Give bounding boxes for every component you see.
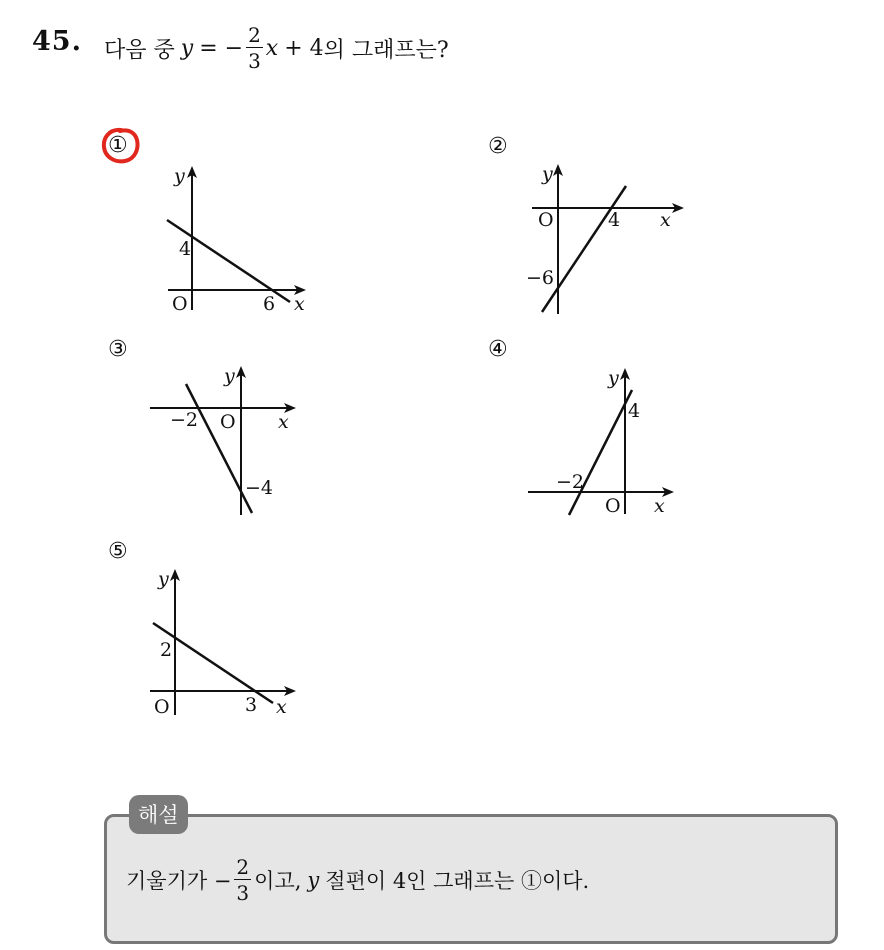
explanation-fraction-numerator: 2	[236, 855, 250, 879]
question-prefix: 다음 중	[104, 37, 175, 63]
option-5-y-intercept: 2	[160, 639, 173, 661]
question-text	[104, 18, 449, 78]
option-1-y-axis-label: y	[174, 165, 185, 187]
option-5-x-axis-label: x	[276, 696, 287, 718]
option-2-origin: O	[538, 209, 554, 231]
explanation-part1: 기울기가 −	[126, 869, 232, 893]
equation-equals: = −	[199, 35, 244, 61]
option-4-label[interactable]: ④	[488, 337, 508, 362]
option-2-y-intercept: −6	[526, 267, 555, 289]
option-5-y-axis-label: y	[158, 568, 169, 590]
option-3-x-axis-label: x	[278, 411, 289, 433]
option-4-origin: O	[605, 495, 621, 517]
option-4-x-axis-label: x	[654, 495, 665, 517]
option-2-x-axis-label: x	[660, 209, 671, 231]
explanation-part2: 이고,	[254, 869, 302, 893]
option-2-graph	[528, 158, 698, 318]
option-5-graph	[148, 563, 308, 723]
explanation-fraction	[234, 857, 251, 903]
option-4-y-axis-label: y	[608, 367, 619, 389]
explanation-var: y	[307, 868, 320, 892]
option-1-x-axis-label: x	[294, 293, 305, 315]
explanation-fraction-denominator: 3	[236, 881, 250, 905]
option-1-graph	[160, 160, 320, 320]
option-5-label[interactable]: ⑤	[108, 539, 128, 564]
option-5-origin: O	[154, 696, 170, 718]
option-1-origin: O	[172, 293, 188, 315]
option-3-y-axis-label: y	[224, 365, 235, 387]
option-1-x-intercept: 6	[263, 293, 276, 315]
option-3-graph	[148, 360, 308, 520]
option-4-y-intercept: 4	[628, 400, 641, 422]
question-suffix: 의 그래프는?	[323, 37, 449, 63]
option-4-graph	[528, 362, 688, 522]
option-2-y-axis-label: y	[542, 163, 553, 185]
explanation-text	[126, 848, 589, 912]
question-number: 45.	[32, 26, 82, 57]
option-3-y-intercept: −4	[245, 477, 274, 499]
option-3-label[interactable]: ③	[108, 337, 128, 362]
equation-fraction	[246, 25, 263, 71]
option-2-label[interactable]: ②	[488, 134, 508, 159]
explanation-part3: 절편이 4인 그래프는 ①이다.	[325, 869, 590, 893]
equation-variable: x	[265, 35, 279, 61]
option-1-y-intercept: 4	[179, 238, 192, 260]
fraction-denominator: 3	[248, 49, 261, 73]
option-4-x-intercept: −2	[556, 471, 585, 493]
option-3-origin: O	[220, 411, 236, 433]
equation-constant: + 4	[284, 35, 324, 61]
fraction-numerator: 2	[248, 23, 261, 47]
explanation-tag: 해설	[129, 795, 188, 834]
option-2-x-intercept: 4	[608, 209, 621, 231]
equation-lhs: y	[180, 35, 194, 61]
option-5-x-intercept: 3	[245, 694, 258, 716]
option-3-x-intercept: −2	[170, 409, 199, 431]
option-1-label[interactable]: ①	[108, 133, 128, 158]
